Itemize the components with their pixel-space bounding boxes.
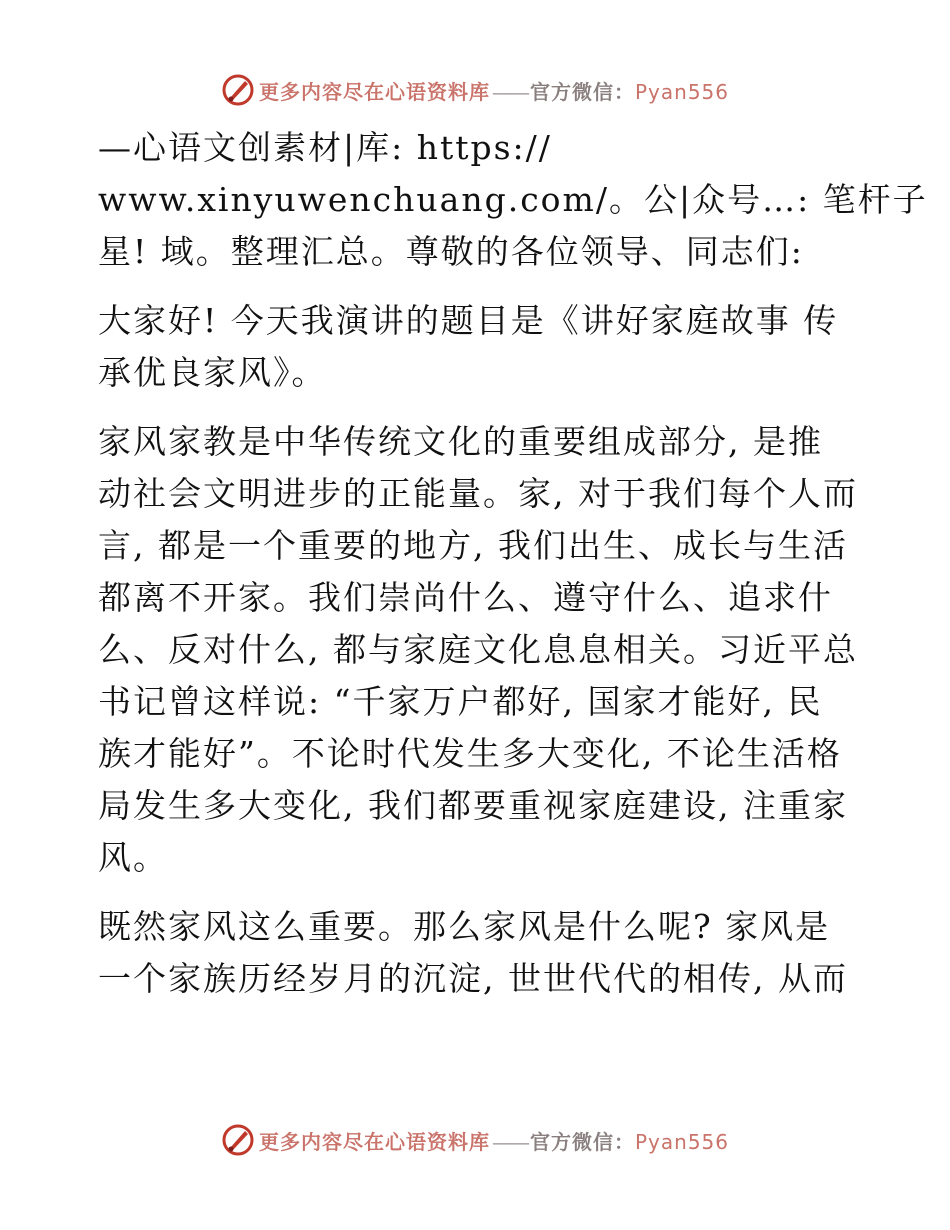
text-line: 星! 域。整理汇总。尊敬的各位领导、同志们: — [98, 232, 804, 271]
text-line: 风。 — [98, 838, 168, 877]
paragraph-family-education — [98, 416, 858, 884]
banner-title: 更多内容尽在心语资料库 — [258, 79, 490, 104]
banner-wechat-label: 官方微信： — [529, 1129, 635, 1154]
text-line: 么、反对什么, 都与家庭文化息息相关。习近平总 — [98, 630, 858, 669]
text-line: 族才能好”。不论时代发生多大变化, 不论生活格 — [98, 734, 842, 773]
text-line: www.xinyuwenchuang.com/。公|众号…: 笔杆子 — [98, 180, 928, 219]
text-line: 大家好! 今天我演讲的题目是《讲好家庭故事 传 — [98, 301, 839, 340]
banner-wechat-label: 官方微信： — [529, 79, 635, 104]
text-line: 一个家族历经岁月的沉淀, 世世代代的相传, 从而 — [98, 959, 848, 998]
text-line: —心语文创素材|库: https:// — [98, 128, 552, 167]
paragraph-intro — [98, 122, 928, 278]
banner-text — [259, 1126, 729, 1155]
text-line: 都离不开家。我们崇尚什么、遵守什么、追求什 — [98, 578, 833, 617]
text-line: 书记曾这样说: “千家万户都好, 国家才能好, 民 — [98, 682, 823, 721]
document-body — [98, 122, 928, 1022]
text-line: 动社会文明进步的正能量。家, 对于我们每个人而 — [98, 474, 858, 513]
footer-banner — [0, 1118, 950, 1162]
paragraph-greeting — [98, 295, 858, 399]
banner-text — [259, 76, 729, 105]
banner-wechat-id: Pyan556 — [634, 79, 729, 104]
text-line: 家风家教是中华传统文化的重要组成部分, 是推 — [98, 422, 823, 461]
paragraph-what-is-family-style — [98, 901, 858, 1005]
text-line: 局发生多大变化, 我们都要重视家庭建设, 注重家 — [98, 786, 848, 825]
xinyu-logo-icon — [221, 73, 255, 107]
xinyu-logo-icon — [221, 1123, 255, 1157]
text-line: 承优良家风》。 — [98, 353, 327, 392]
text-line: 既然家风这么重要。那么家风是什么呢? 家风是 — [98, 907, 831, 946]
banner-title: 更多内容尽在心语资料库 — [258, 1129, 490, 1154]
banner-separator: —— — [491, 79, 528, 104]
header-banner — [0, 68, 950, 112]
text-line: 言, 都是一个重要的地方, 我们出生、成长与生活 — [98, 526, 848, 565]
banner-wechat-id: Pyan556 — [634, 1129, 729, 1154]
banner-separator: —— — [491, 1129, 528, 1154]
